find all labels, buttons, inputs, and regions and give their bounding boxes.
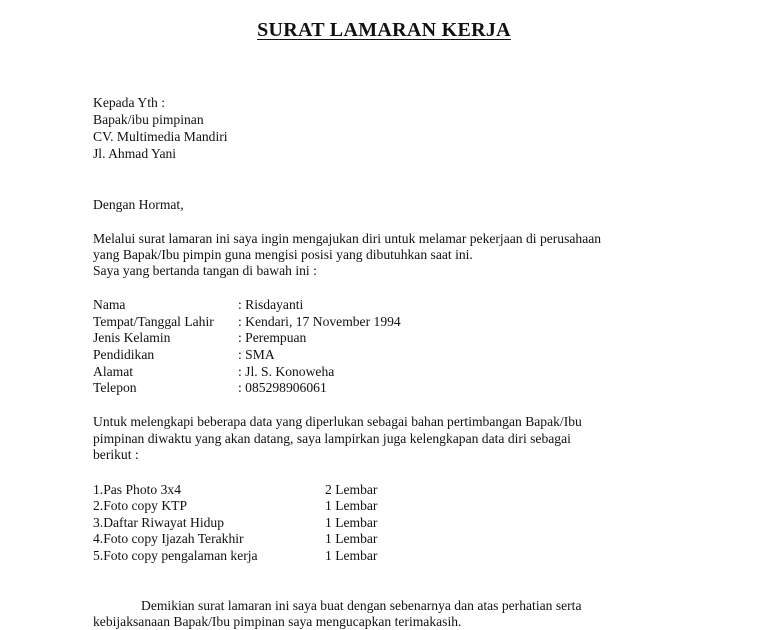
applicant-label: Tempat/Tanggal Lahir (93, 314, 214, 329)
applicant-value: : 085298906061 (238, 380, 327, 395)
attachment-item: 4.Foto copy Ijazah Terakhir (93, 531, 244, 546)
supplement-line: berikut : (93, 447, 139, 462)
applicant-value: : Kendari, 17 November 1994 (238, 314, 401, 329)
applicant-label: Nama (93, 297, 126, 312)
greeting: Dengan Hormat, (93, 197, 184, 212)
applicant-value: : SMA (238, 347, 275, 362)
applicant-value: : Jl. S. Konoweha (238, 364, 335, 379)
applicant-value: : Risdayanti (238, 297, 304, 312)
closing-line: kebijaksanaan Bapak/Ibu pimpinan saya mengucapkan terimakasih. (93, 614, 462, 629)
attachment-qty: 1 Lembar (325, 548, 378, 563)
attachment-qty: 2 Lembar (325, 482, 378, 497)
attachment-item: 5.Foto copy pengalaman kerja (93, 548, 258, 563)
recipient-line: CV. Multimedia Mandiri (93, 129, 228, 144)
attachment-qty: 1 Lembar (325, 531, 378, 546)
applicant-value: : Perempuan (238, 330, 307, 345)
intro-line: Saya yang bertanda tangan di bawah ini : (93, 263, 317, 278)
attachment-item: 2.Foto copy KTP (93, 498, 188, 513)
intro-line: yang Bapak/Ibu pimpin guna mengisi posisi yang dibutuhkan saat ini. (93, 247, 473, 262)
applicant-label: Alamat (93, 364, 134, 379)
attachment-item: 1.Pas Photo 3x4 (93, 482, 181, 497)
page-title-text: SURAT LAMARAN KERJA (257, 19, 511, 41)
supplement-line: pimpinan diwaktu yang akan datang, saya lampirkan juga kelengkapan data diri sebagai (93, 431, 571, 446)
recipient-line: Kepada Yth : (93, 95, 165, 110)
applicant-label: Telepon (93, 380, 137, 395)
recipient-line: Bapak/ibu pimpinan (93, 112, 204, 127)
attachment-qty: 1 Lembar (325, 498, 378, 513)
recipient-line: Jl. Ahmad Yani (93, 146, 177, 161)
attachment-qty: 1 Lembar (325, 515, 378, 530)
page-title (0, 19, 768, 42)
intro-line: Melalui surat lamaran ini saya ingin mengajukan diri untuk melamar pekerjaan di perusahaan (93, 231, 602, 246)
closing-line: Demikian surat lamaran ini saya buat dengan sebenarnya dan atas perhatian serta (141, 598, 582, 613)
applicant-label: Pendidikan (93, 347, 155, 362)
supplement-line: Untuk melengkapi beberapa data yang diperlukan sebagai bahan pertimbangan Bapak/Ibu (93, 414, 582, 429)
attachment-item: 3.Daftar Riwayat Hidup (93, 515, 224, 530)
applicant-label: Jenis Kelamin (93, 330, 171, 345)
